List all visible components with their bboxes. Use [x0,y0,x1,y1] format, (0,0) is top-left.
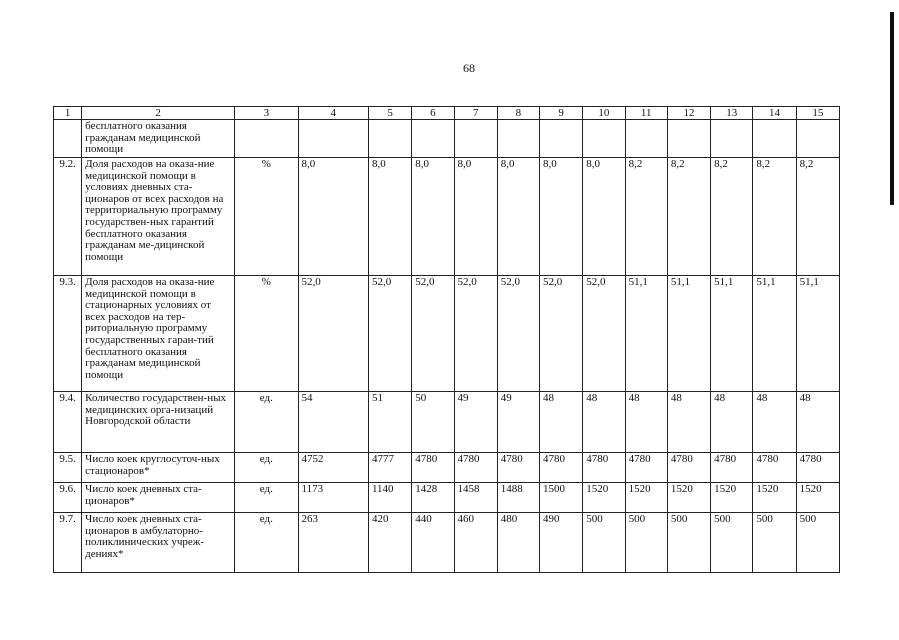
value-cell: 1520 [625,483,667,513]
unit-cell: % [235,158,298,276]
column-header-row [54,107,840,120]
value-cell: 500 [711,513,753,573]
row-number: 9.7. [54,513,82,573]
column-header: 11 [625,107,667,120]
value-cell: 48 [667,392,710,453]
value-cell [368,120,411,158]
value-cell: 50 [412,392,454,453]
column-header: 13 [711,107,753,120]
indicator-name: Доля расходов на оказа-ние медицинской помощи в стационарных условиях от всех расходов на тер-риториальную программу государственных гаран-тий бесплатного оказания гражданам медицинской помощи [82,276,235,392]
row-number: 9.5. [54,453,82,483]
value-cell: 1173 [298,483,368,513]
column-header: 15 [796,107,839,120]
value-cell [540,120,583,158]
table-row [54,158,840,276]
value-cell: 1520 [667,483,710,513]
indicator-table [53,106,840,573]
value-cell: 52,0 [540,276,583,392]
value-cell: 51,1 [625,276,667,392]
value-cell: 1520 [711,483,753,513]
value-cell: 8,2 [625,158,667,276]
value-cell: 49 [454,392,497,453]
column-header: 8 [497,107,539,120]
value-cell: 48 [625,392,667,453]
value-cell: 1500 [540,483,583,513]
row-number: 9.6. [54,483,82,513]
value-cell: 51,1 [753,276,796,392]
value-cell: 263 [298,513,368,573]
row-number: 9.2. [54,158,82,276]
value-cell: 51 [368,392,411,453]
value-cell: 8,0 [540,158,583,276]
column-header: 1 [54,107,82,120]
value-cell: 51,1 [796,276,839,392]
table-row [54,483,840,513]
value-cell: 48 [711,392,753,453]
value-cell: 8,0 [368,158,411,276]
value-cell [753,120,796,158]
value-cell: 8,2 [667,158,710,276]
value-cell: 1428 [412,483,454,513]
value-cell: 4780 [796,453,839,483]
value-cell [625,120,667,158]
value-cell: 1520 [583,483,625,513]
row-number: 9.3. [54,276,82,392]
table-row [54,513,840,573]
column-header: 4 [298,107,368,120]
value-cell: 4780 [583,453,625,483]
value-cell: 49 [497,392,539,453]
value-cell: 48 [540,392,583,453]
value-cell: 1140 [368,483,411,513]
value-cell [298,120,368,158]
page-number: 68 [463,61,475,75]
value-cell: 8,0 [497,158,539,276]
value-cell: 4777 [368,453,411,483]
column-header: 9 [540,107,583,120]
indicator-name: Доля расходов на оказа-ние медицинской помощи в условиях дневных ста-ционаров от всех расходов на территориальную программу государствен-ных гарантий бесплатного оказания гражданам ме-дицинской помощи [82,158,235,276]
value-cell: 420 [368,513,411,573]
value-cell: 480 [497,513,539,573]
value-cell: 490 [540,513,583,573]
value-cell: 1458 [454,483,497,513]
value-cell: 4780 [753,453,796,483]
value-cell: 1520 [753,483,796,513]
value-cell: 8,0 [454,158,497,276]
unit-cell: ед. [235,453,298,483]
value-cell: 52,0 [368,276,411,392]
value-cell [412,120,454,158]
unit-cell: ед. [235,392,298,453]
value-cell: 51,1 [711,276,753,392]
indicator-name: Число коек дневных ста-ционаров* [82,483,235,513]
column-header: 6 [412,107,454,120]
value-cell: 500 [753,513,796,573]
value-cell: 500 [625,513,667,573]
unit-cell: % [235,276,298,392]
value-cell [497,120,539,158]
column-header: 3 [235,107,298,120]
value-cell: 8,0 [412,158,454,276]
value-cell: 54 [298,392,368,453]
column-header: 2 [82,107,235,120]
value-cell: 8,2 [796,158,839,276]
value-cell: 500 [667,513,710,573]
value-cell: 48 [796,392,839,453]
value-cell: 440 [412,513,454,573]
value-cell: 4780 [625,453,667,483]
value-cell: 1520 [796,483,839,513]
indicator-name: Количество государствен-ных медицинских орга-низаций Новгородской области [82,392,235,453]
value-cell: 500 [583,513,625,573]
value-cell: 4780 [667,453,710,483]
row-number: 9.4. [54,392,82,453]
table-row [54,276,840,392]
value-cell: 48 [583,392,625,453]
value-cell: 4780 [412,453,454,483]
value-cell: 8,2 [753,158,796,276]
value-cell: 4780 [711,453,753,483]
value-cell: 4780 [497,453,539,483]
value-cell: 500 [796,513,839,573]
indicator-name: бесплатного оказания гражданам медицинской помощи [82,120,235,158]
value-cell: 52,0 [298,276,368,392]
column-header: 12 [667,107,710,120]
table-row [54,453,840,483]
value-cell: 51,1 [667,276,710,392]
value-cell: 8,0 [298,158,368,276]
value-cell: 52,0 [583,276,625,392]
table-row [54,120,840,158]
value-cell: 4752 [298,453,368,483]
unit-cell: ед. [235,483,298,513]
row-number [54,120,82,158]
unit-cell: ед. [235,513,298,573]
value-cell: 48 [753,392,796,453]
value-cell: 52,0 [412,276,454,392]
value-cell [667,120,710,158]
indicator-name: Число коек дневных ста-ционаров в амбулаторно-поликлинических учреж-дениях* [82,513,235,573]
value-cell [454,120,497,158]
value-cell [711,120,753,158]
value-cell: 4780 [454,453,497,483]
value-cell: 460 [454,513,497,573]
table-row [54,392,840,453]
value-cell: 52,0 [454,276,497,392]
value-cell: 8,2 [711,158,753,276]
value-cell: 4780 [540,453,583,483]
column-header: 10 [583,107,625,120]
value-cell [796,120,839,158]
value-cell: 52,0 [497,276,539,392]
column-header: 7 [454,107,497,120]
value-cell: 8,0 [583,158,625,276]
scan-edge-mark [890,12,894,205]
indicator-name: Число коек круглосуточ-ных стационаров* [82,453,235,483]
unit-cell [235,120,298,158]
column-header: 14 [753,107,796,120]
value-cell: 1488 [497,483,539,513]
column-header: 5 [368,107,411,120]
value-cell [583,120,625,158]
